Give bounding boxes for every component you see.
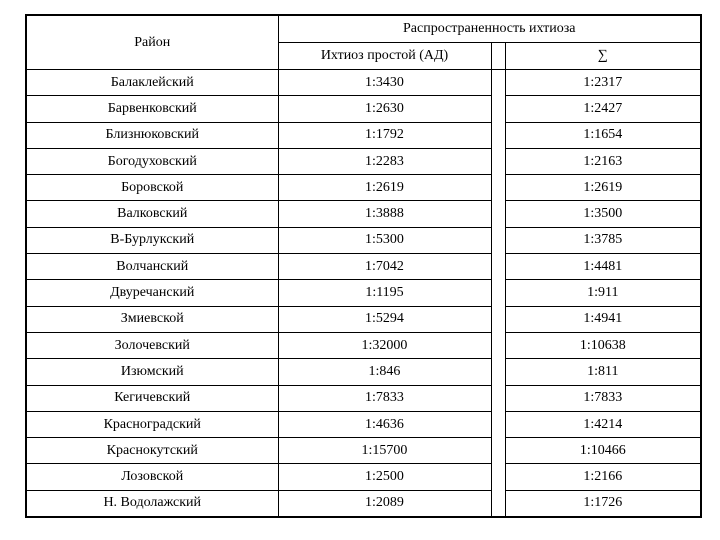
district-cell: Близнюковский [26, 122, 278, 148]
ad-cell: 1:15700 [278, 438, 491, 464]
column-gap [491, 385, 505, 411]
table-row [26, 201, 701, 227]
ad-cell: 1:5300 [278, 227, 491, 253]
sum-cell: 1:10466 [505, 438, 701, 464]
sum-cell: 1:2163 [505, 148, 701, 174]
sum-column-header: ∑ [505, 43, 701, 70]
table-row [26, 227, 701, 253]
ad-cell: 1:3888 [278, 201, 491, 227]
district-cell: Красноградский [26, 411, 278, 437]
sum-cell: 1:3500 [505, 201, 701, 227]
table-row [26, 359, 701, 385]
ad-cell: 1:2283 [278, 148, 491, 174]
ad-cell: 1:4636 [278, 411, 491, 437]
sum-cell: 1:1726 [505, 490, 701, 517]
column-gap [491, 306, 505, 332]
district-cell: Барвенковский [26, 96, 278, 122]
district-cell: Краснокутский [26, 438, 278, 464]
column-gap [491, 96, 505, 122]
sum-cell: 1:2166 [505, 464, 701, 490]
district-cell: Богодуховский [26, 148, 278, 174]
ad-cell: 1:2630 [278, 96, 491, 122]
sum-cell: 1:2427 [505, 96, 701, 122]
column-gap [491, 464, 505, 490]
table-row [26, 280, 701, 306]
district-cell: Изюмский [26, 359, 278, 385]
column-gap [491, 359, 505, 385]
column-gap [491, 490, 505, 517]
ad-cell: 1:2619 [278, 175, 491, 201]
ad-column-header: Ихтиоз простой (АД) [278, 43, 491, 70]
ad-cell: 1:1195 [278, 280, 491, 306]
district-cell: Н. Водолажский [26, 490, 278, 517]
table-row [26, 148, 701, 174]
district-cell: Двуречанский [26, 280, 278, 306]
table-row [26, 70, 701, 96]
ichthyosis-prevalence-table [25, 14, 702, 518]
sum-cell: 1:7833 [505, 385, 701, 411]
table-row [26, 306, 701, 332]
table-row [26, 464, 701, 490]
sum-cell: 1:3785 [505, 227, 701, 253]
sum-cell: 1:2619 [505, 175, 701, 201]
column-gap [491, 175, 505, 201]
sum-cell: 1:4481 [505, 254, 701, 280]
ad-cell: 1:2089 [278, 490, 491, 517]
sum-cell: 1:811 [505, 359, 701, 385]
district-cell: Волчанский [26, 254, 278, 280]
sum-cell: 1:1654 [505, 122, 701, 148]
column-gap [491, 227, 505, 253]
ad-cell: 1:5294 [278, 306, 491, 332]
ad-cell: 1:1792 [278, 122, 491, 148]
sum-cell: 1:2317 [505, 70, 701, 96]
table-row [26, 490, 701, 517]
sum-cell: 1:10638 [505, 332, 701, 358]
column-gap [491, 122, 505, 148]
column-gap [491, 411, 505, 437]
sum-cell: 1:4941 [505, 306, 701, 332]
ad-cell: 1:2500 [278, 464, 491, 490]
table-row [26, 438, 701, 464]
sum-cell: 1:911 [505, 280, 701, 306]
column-gap [491, 70, 505, 96]
district-cell: Валковский [26, 201, 278, 227]
table-row [26, 175, 701, 201]
column-gap [491, 201, 505, 227]
district-cell: Змиевской [26, 306, 278, 332]
ad-cell: 1:846 [278, 359, 491, 385]
column-gap [491, 43, 505, 70]
column-gap [491, 438, 505, 464]
table-row [26, 332, 701, 358]
prevalence-group-header: Распространенность ихтиоза [278, 15, 701, 43]
sum-cell: 1:4214 [505, 411, 701, 437]
ad-cell: 1:7042 [278, 254, 491, 280]
table-row [26, 385, 701, 411]
table-header-row-1 [26, 15, 701, 43]
ad-cell: 1:7833 [278, 385, 491, 411]
ichthyosis-prevalence-table-container [25, 14, 700, 518]
district-cell: Лозовской [26, 464, 278, 490]
column-gap [491, 332, 505, 358]
ad-cell: 1:3430 [278, 70, 491, 96]
district-cell: Балаклейский [26, 70, 278, 96]
table-row [26, 254, 701, 280]
table-row [26, 411, 701, 437]
table-row [26, 96, 701, 122]
district-cell: Боровской [26, 175, 278, 201]
column-gap [491, 148, 505, 174]
table-row [26, 122, 701, 148]
ad-cell: 1:32000 [278, 332, 491, 358]
district-cell: В-Бурлукский [26, 227, 278, 253]
district-cell: Кегичевский [26, 385, 278, 411]
district-column-header: Район [26, 15, 278, 70]
column-gap [491, 254, 505, 280]
district-cell: Золочевский [26, 332, 278, 358]
column-gap [491, 280, 505, 306]
